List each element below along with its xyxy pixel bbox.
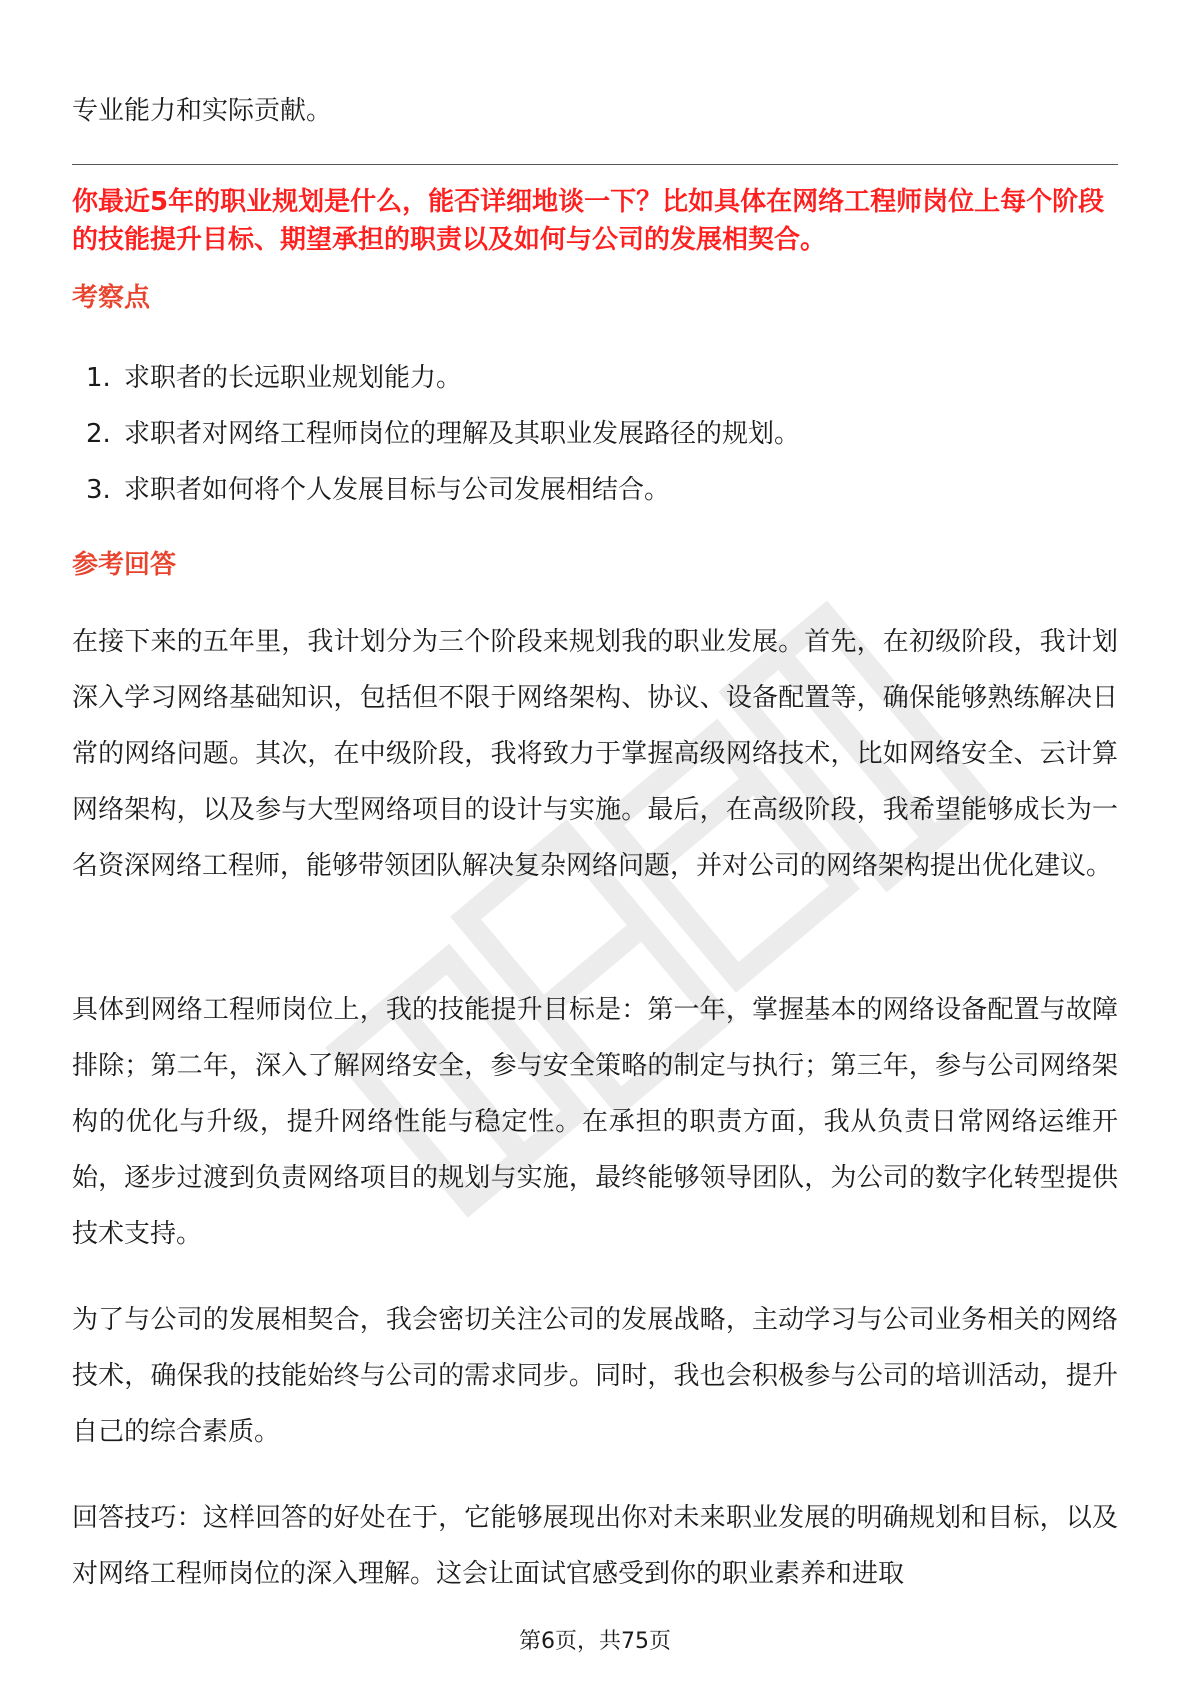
- points-list: [72, 350, 1118, 518]
- list-item: [72, 406, 1118, 462]
- list-item: [72, 462, 1118, 518]
- answer-paragraph: 在接下来的五年里，我计划分为三个阶段来规划我的职业发展。首先，在初级阶段，我计划深入学习网络基础知识，包括但不限于网络架构、协议、设备配置等，确保能够熟练解决日常的网络问题。其次，在中级阶段，我将致力于掌握高级网络技术，比如网络安全、云计算网络架构，以及参与大型网络项目的设计与实施。最后，在高级阶段，我希望能够成长为一名资深网络工程师，能够带领团队解决复杂网络问题，并对公司的网络架构提出优化建议。: [72, 627, 1118, 881]
- answer-heading: 参考回答: [72, 550, 177, 580]
- answer-tip-paragraph: 回答技巧：这样回答的好处在于，它能够展现出你对未来职业发展的明确规划和目标，以及对网络工程师岗位的深入理解。这会让面试官感受到你的职业素养和进取: [72, 1503, 1118, 1589]
- list-item-text: 求职者如何将个人发展目标与公司发展相结合。: [124, 475, 671, 505]
- list-item-text: 求职者对网络工程师岗位的理解及其职业发展路径的规划。: [124, 419, 801, 449]
- answer-paragraph: 为了与公司的发展相契合，我会密切关注公司的发展战略，主动学习与公司业务相关的网络技术，确保我的技能始终与公司的需求同步。同时，我也会积极参与公司的培训活动，提升自己的综合素质。: [72, 1305, 1118, 1447]
- points-heading: 考察点: [72, 283, 151, 313]
- lead-text: 专业能力和实际贡献。: [72, 96, 333, 126]
- list-item-text: 求职者的长远职业规划能力。: [124, 363, 463, 393]
- list-item-number: 2.: [86, 419, 111, 449]
- question-text: 你最近5年的职业规划是什么，能否详细地谈一下？比如具体在网络工程师岗位上每个阶段的技能提升目标、期望承担的职责以及如何与公司的发展相契合。: [72, 187, 1105, 255]
- list-item-number: 1.: [86, 363, 111, 393]
- page-number-footer: 第6页，共75页: [519, 1629, 671, 1654]
- list-item-number: 3.: [86, 475, 111, 505]
- answer-paragraph: 具体到网络工程师岗位上，我的技能提升目标是：第一年，掌握基本的网络设备配置与故障排除；第二年，深入了解网络安全，参与安全策略的制定与执行；第三年，参与公司网络架构的优化与升级，提升网络性能与稳定性。在承担的职责方面，我从负责日常网络运维开始，逐步过渡到负责网络项目的规划与实施，最终能够领导团队，为公司的数字化转型提供技术支持。: [72, 995, 1118, 1249]
- list-item: [72, 350, 1118, 406]
- section-divider: [72, 164, 1118, 165]
